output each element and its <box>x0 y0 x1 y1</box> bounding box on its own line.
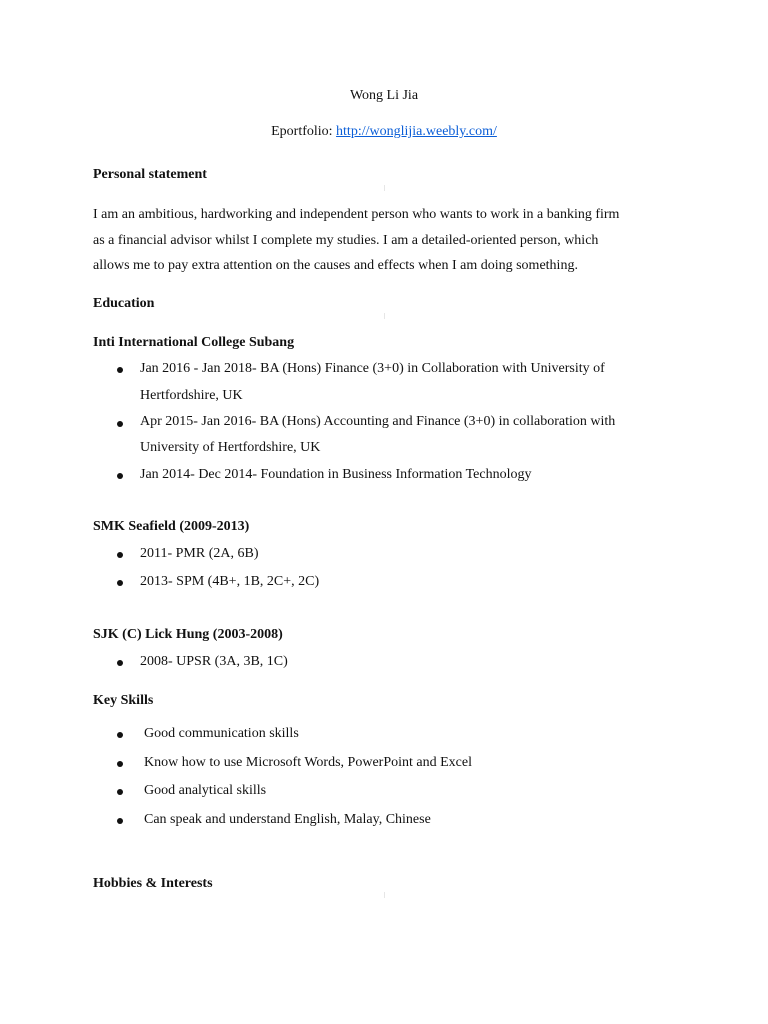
hobbies-heading: Hobbies & Interests <box>93 876 213 891</box>
institution-name: SMK Seafield (2009-2013) <box>93 519 250 534</box>
institution-name: SJK (C) Lick Hung (2003-2008) <box>93 627 283 642</box>
skill-item: Know how to use Microsoft Words, PowerPoint and Excel <box>144 755 472 770</box>
eportfolio-line <box>0 124 768 140</box>
personal-statement-line: as a financial advisor whilst I complete my studies. I am a detailed-oriented person, which <box>93 233 599 248</box>
eportfolio-label: Eportfolio: <box>271 124 337 139</box>
education-item-continuation: University of Hertfordshire, UK <box>140 440 321 455</box>
section-divider-mark <box>384 892 385 898</box>
skill-item: Can speak and understand English, Malay, Chinese <box>144 812 431 827</box>
eportfolio-link[interactable]: http://wonglijia.weebly.com/ <box>336 124 497 139</box>
bullet-icon <box>117 552 123 558</box>
bullet-icon <box>117 818 123 824</box>
bullet-icon <box>117 660 123 666</box>
bullet-icon <box>117 789 123 795</box>
personal-statement-heading: Personal statement <box>93 167 207 182</box>
section-divider-mark <box>384 313 385 319</box>
personal-statement-line: I am an ambitious, hardworking and independent person who wants to work in a banking firm <box>93 207 620 222</box>
bullet-icon <box>117 367 123 373</box>
candidate-name: Wong Li Jia <box>349 88 419 103</box>
education-item: Jan 2014- Dec 2014- Foundation in Business Information Technology <box>140 467 532 482</box>
education-item: 2008- UPSR (3A, 3B, 1C) <box>140 654 288 669</box>
education-heading: Education <box>93 296 155 311</box>
education-item-continuation: Hertfordshire, UK <box>140 388 243 403</box>
section-divider-mark <box>384 185 385 191</box>
education-item: 2011- PMR (2A, 6B) <box>140 546 259 561</box>
bullet-icon <box>117 580 123 586</box>
key-skills-heading: Key Skills <box>93 693 154 708</box>
education-item: 2013- SPM (4B+, 1B, 2C+, 2C) <box>140 574 320 589</box>
bullet-icon <box>117 473 123 479</box>
education-item: Jan 2016 - Jan 2018- BA (Hons) Finance (3+0) in Collaboration with University of <box>140 361 605 376</box>
education-item: Apr 2015- Jan 2016- BA (Hons) Accounting and Finance (3+0) in collaboration with <box>140 414 616 429</box>
personal-statement-line: allows me to pay extra attention on the causes and effects when I am doing something. <box>93 258 578 273</box>
bullet-icon <box>117 761 123 767</box>
institution-name: Inti International College Subang <box>93 335 295 350</box>
bullet-icon <box>117 421 123 427</box>
bullet-icon <box>117 732 123 738</box>
skill-item: Good analytical skills <box>144 783 267 798</box>
skill-item: Good communication skills <box>144 726 299 741</box>
